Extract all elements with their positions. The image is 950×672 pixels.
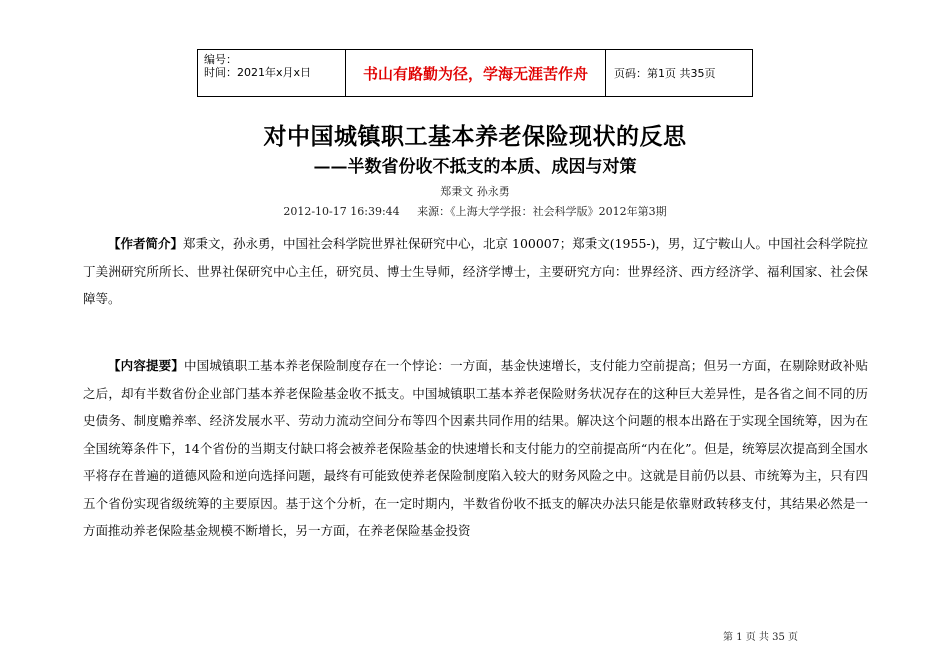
header-meta-cell: [198, 50, 346, 96]
summary-paragraph: [83, 352, 868, 545]
author-intro-text: 郑秉文，孙永勇，中国社会科学院世界社保研究中心，北京 100007；郑秉文(1955-)，男，辽宁鞍山人。中国社会科学院拉丁美洲研究所所长、世界社保研究中心主任，研究员、博士生导师，经济学博士，主要研究方向：世界经济、西方经济学、福利国家、社会保障等。: [83, 236, 868, 306]
author-intro-label: 【作者简介】: [108, 236, 184, 251]
article-meta: 2012-10-17 16:39:44 来源：《上海大学学报：社会科学版》2012年第3期: [283, 205, 667, 218]
header-motto: 书山有路勤为径，学海无涯苦作舟: [346, 50, 606, 96]
summary-text: 中国城镇职工基本养老保险制度存在一个悖论：一方面，基金快速增长，支付能力空前提高；但另一方面，在剔除财政补贴之后，却有半数省份企业部门基本养老保险基金收不抵支。中国城镇职工基本养老保险财务状况存在的这种巨大差异性，是各省之间不同的历史债务、制度赡养率、经济发展水平、劳动力流动空间分布等四个因素共同作用的结果。解决这个问题的根本出路在于实现全国统筹，因为在全国统筹条件下，14个省份的当期支付缺口将会被养老保险基金的快速增长和支付能力的空前提高所“内在化”。但是，统筹层次提高到全国水平将存在普遍的道德风险和逆向选择问题，最终有可能致使养老保险制度陷入较大的财务风险之中。这就是目前仍以县、市统筹为主，只有四五个省份实现省级统筹的主要原因。基于这个分析，在一定时期内，半数省份收不抵支的解决办法只能是依靠财政转移支付，其结果必然是一方面推动养老保险基金规模不断增长，另一方面，在养老保险基金投资: [83, 358, 868, 538]
page-header-table: [197, 49, 753, 97]
footer-page-number: 第 1 页 共 35 页: [723, 632, 798, 643]
article-title: 对中国城镇职工基本养老保险现状的反思: [263, 123, 687, 150]
header-time-label: 时间：2021年x月x日: [204, 66, 312, 79]
header-page-info: 页码：第1页 共35页: [614, 67, 716, 80]
summary-label: 【内容提要】: [108, 358, 185, 373]
article-subtitle: ——半数省份收不抵支的本质、成因与对策: [313, 157, 637, 177]
author-intro-paragraph: [83, 230, 868, 313]
header-number-label: 编号：: [204, 53, 237, 66]
article-authors: 郑秉文 孙永勇: [440, 185, 510, 198]
